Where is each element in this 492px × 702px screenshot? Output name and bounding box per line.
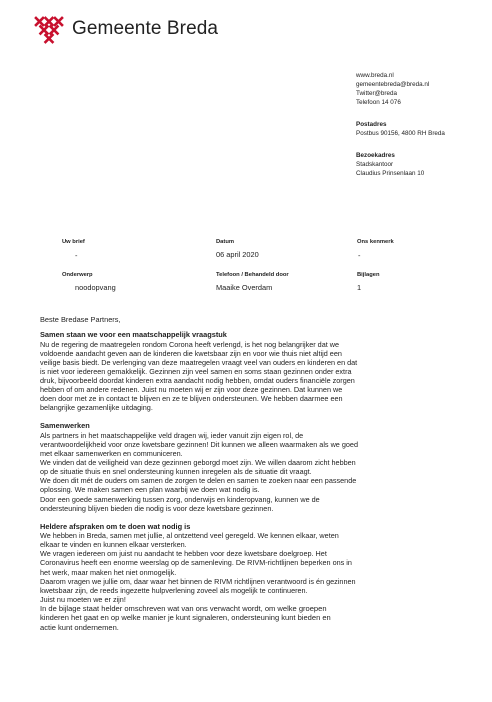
salutation: Beste Bredase Partners,	[40, 315, 121, 324]
section-heldere-afspraken	[40, 522, 458, 632]
visit-address-line1: Stadskantoor	[356, 161, 394, 168]
telefoon-label: Telefoon / Behandeld door	[216, 272, 289, 278]
website-link[interactable]: www.breda.nl	[356, 72, 394, 79]
onderwerp-value: noodopvang	[75, 283, 116, 292]
uw-brief-value: -	[75, 251, 78, 260]
section-paragraph: Nu de regering de maatregelen rondom Corona heeft verlengd, is het nog belangrijker dat we voldoende aandacht geven aan de kinderen die kwetsbaar zijn en voor wie thuis niet altijd een veilige basis biedt. De verlenging van deze maatregelen vraagt veel van ouders en kinderen en dat is niet voor iedereen gemakkelijk. Gezinnen zijn veel samen en soms staan gezinnen onder extra druk, bijvoorbeeld doordat kinderen extra aandacht nodig hebben, omdat ouders financiële zorgen hebben of om andere redenen. Juist nu moeten wij er zijn voor deze gezinnen. Dat kunnen we doen door met ze in contact te blijven en ze te blijven ondersteunen. We hebben daarmee een belangrijke gezamenlijke uitdaging.	[40, 339, 358, 413]
postal-address: Postbus 90156, 4800 RH Breda	[356, 130, 445, 137]
datum-value: 06 april 2020	[216, 250, 259, 259]
telefoon-value: Maaike Overdam	[216, 283, 273, 292]
visit-address-label: Bezoekadres	[356, 152, 395, 159]
bijlagen-value: 1	[357, 283, 362, 292]
section-title: Samenwerken	[40, 421, 90, 431]
contact-block	[356, 71, 445, 178]
twitter-link[interactable]: Twitter@breda	[356, 90, 398, 97]
letter-body	[40, 315, 458, 641]
uw-brief-label: Uw brief	[62, 239, 85, 245]
organization-name: Gemeente Breda	[72, 18, 219, 39]
onderwerp-label: Onderwerp	[62, 272, 93, 278]
datum-label: Datum	[216, 239, 235, 245]
bijlagen-label: Bijlagen	[357, 272, 380, 278]
breda-crosses-logo-icon	[33, 15, 65, 45]
section-paragraph: We hebben in Breda, samen met jullie, al ontzettend veel geregeld. We kennen elkaar, weten elkaar te vinden en kunnen elkaar versterken. We vragen iedereen om juist nu aandacht te hebben voor deze kwetsbare doelgroep. Het Coronavirus heeft een enorme weerslag op de samenleving. De RIVM-richtlijnen beperken ons in het werk, maar maken het niet onmogelijk. Daarom vragen we jullie om, daar waar het binnen de RIVM richtlijnen verantwoord is én gezinnen kwetsbaar zijn, de reeds ingezette hulpverlening zoveel als mogelijk te continueren. Juist nu moeten we er zijn!	[40, 531, 356, 604]
section-samenwerken	[40, 421, 458, 512]
section-title: Samen staan we voor een maatschappelijk vraagstuk	[40, 330, 227, 340]
phone-number: Telefoon 14 076	[356, 99, 401, 106]
ons-kenmerk-label: Ons kenmerk	[357, 239, 394, 245]
section-paragraph-bijlage: In de bijlage staat helder omschreven wat van ons verwacht wordt, om welke groepen kinderen het gaat en op welke manier je kunt signaleren, ondersteuning kunt bieden en actie kunt ondernemen.	[40, 603, 331, 632]
email-link[interactable]: gemeentebreda@breda.nl	[356, 81, 430, 88]
section-samen-staan	[40, 330, 458, 412]
postal-address-label: Postadres	[356, 121, 387, 128]
section-title: Heldere afspraken om te doen wat nodig is	[40, 521, 191, 531]
section-paragraph: Als partners in het maatschappelijke veld dragen wij, ieder vanuit zijn eigen rol, de verantwoordelijkheid voor onze kwetsbare gezinnen! Dit kunnen we alleen waarmaken als we goed met elkaar samenwerken en communiceren. We vinden dat de veiligheid van deze gezinnen geborgd moet zijn. We willen daarom zicht hebben op de situatie thuis en snel ondersteuning kunnen inregelen als de situatie dit vraagt. We doen dit mét de ouders om samen de zorgen te delen en samen te zoeken naar een passende oplossing. We maken samen een plan waarbij we doen wat nodig is. Door een goede samenwerking tussen zorg, onderwijs en kinderopvang, kunnen we de ondersteuning blijven bieden die nodig is voor deze kwetsbare gezinnen.	[40, 430, 358, 513]
ons-kenmerk-value: -	[358, 251, 361, 260]
visit-address-line2: Claudius Prinsenlaan 10	[356, 170, 425, 177]
